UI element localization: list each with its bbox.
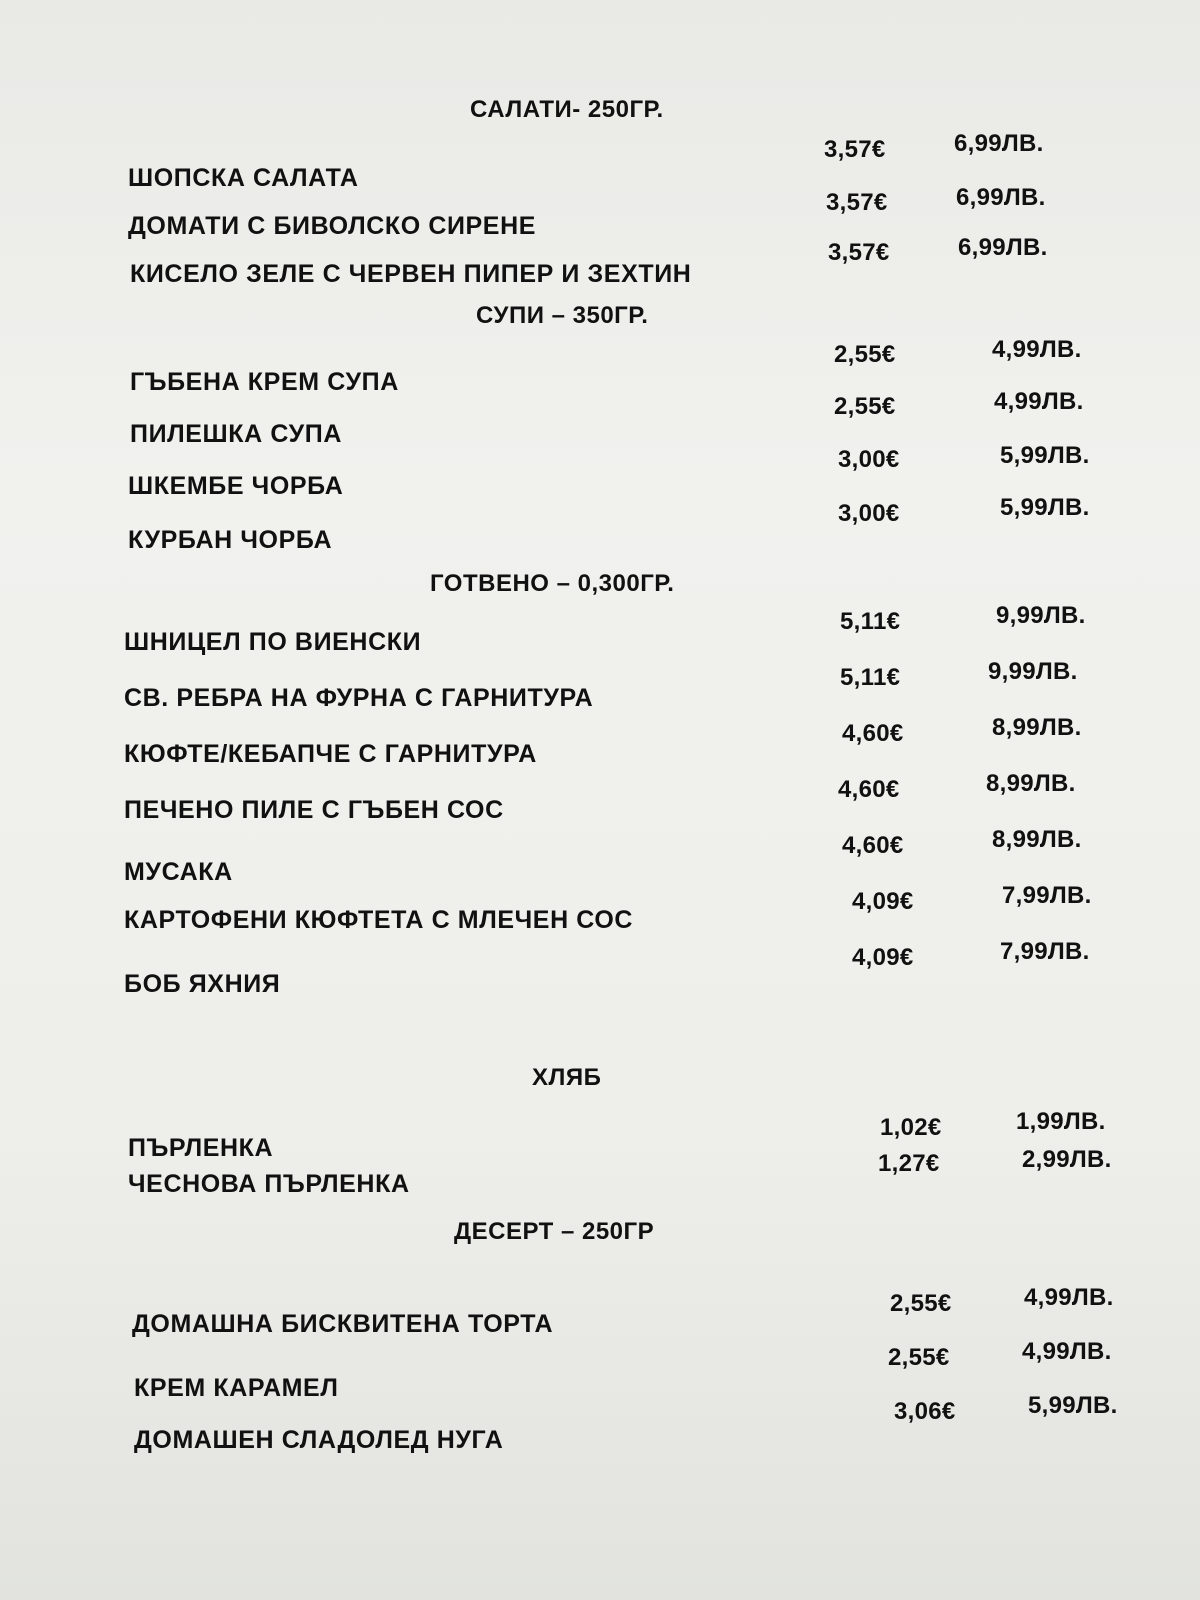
menu-item-name: ШКЕМБЕ ЧОРБА: [128, 472, 344, 500]
price-eur: 4,09€: [852, 944, 914, 971]
price-eur: 2,55€: [888, 1344, 950, 1371]
menu-item-name: МУСАКА: [124, 858, 233, 886]
price-eur: 4,60€: [842, 832, 904, 859]
menu-item-name: БОБ ЯХНИЯ: [124, 970, 281, 998]
price-eur: 3,00€: [838, 500, 900, 527]
price-lv: 6,99ЛВ.: [958, 234, 1048, 261]
menu-item-name: ДОМАШЕН СЛАДОЛЕД НУГА: [134, 1426, 504, 1454]
price-eur: 3,57€: [826, 189, 888, 216]
menu-item-name: ГЪБЕНА КРЕМ СУПА: [130, 368, 399, 396]
section-heading-bread: ХЛЯБ: [532, 1064, 602, 1091]
price-lv: 7,99ЛВ.: [1002, 882, 1092, 909]
menu-item-name: ДОМАШНА БИСКВИТЕНА ТОРТА: [132, 1310, 554, 1338]
price-lv: 6,99ЛВ.: [956, 184, 1046, 211]
price-eur: 5,11€: [840, 664, 901, 691]
menu-item-name: ДОМАТИ С БИВОЛСКО СИРЕНЕ: [128, 212, 537, 240]
menu-item-name: КУРБАН ЧОРБА: [128, 526, 333, 554]
price-eur: 4,60€: [838, 776, 900, 803]
price-eur: 3,57€: [824, 136, 886, 163]
menu-item-name: КРЕМ КАРАМЕЛ: [134, 1374, 339, 1402]
price-eur: 1,02€: [880, 1114, 942, 1141]
menu-item-name: КЮФТЕ/КЕБАПЧЕ С ГАРНИТУРА: [124, 740, 537, 768]
menu-item-name: ПИЛЕШКА СУПА: [130, 420, 343, 448]
menu-item-name: ШОПСКА САЛАТА: [128, 164, 359, 192]
menu-item-name: СВ. РЕБРА НА ФУРНА С ГАРНИТУРА: [124, 684, 594, 712]
price-eur: 3,00€: [838, 446, 900, 473]
price-lv: 4,99ЛВ.: [994, 388, 1084, 415]
section-heading-soups: СУПИ – 350ГР.: [476, 302, 649, 329]
price-eur: 5,11€: [840, 608, 901, 635]
menu-item-name: КИСЕЛО ЗЕЛЕ С ЧЕРВЕН ПИПЕР И ЗЕХТИН: [130, 260, 692, 288]
price-eur: 2,55€: [834, 393, 896, 420]
price-lv: 7,99ЛВ.: [1000, 938, 1090, 965]
price-lv: 9,99ЛВ.: [988, 658, 1078, 685]
section-heading-dessert: ДЕСЕРТ – 250ГР: [454, 1218, 655, 1245]
price-lv: 4,99ЛВ.: [992, 336, 1082, 363]
price-eur: 2,55€: [834, 341, 896, 368]
price-eur: 1,27€: [878, 1150, 940, 1177]
menu-item-name: ШНИЦЕЛ ПО ВИЕНСКИ: [124, 628, 422, 656]
menu-item-name: КАРТОФЕНИ КЮФТЕТА С МЛЕЧЕН СОС: [124, 906, 634, 934]
section-heading-salads: САЛАТИ- 250ГР.: [470, 96, 664, 123]
menu-item-name: ПЕЧЕНО ПИЛЕ С ГЪБЕН СОС: [124, 796, 504, 824]
price-lv: 8,99ЛВ.: [992, 714, 1082, 741]
price-lv: 9,99ЛВ.: [996, 602, 1086, 629]
menu-item-name: ЧЕСНОВА ПЪРЛЕНКА: [128, 1170, 410, 1198]
price-lv: 4,99ЛВ.: [1022, 1338, 1112, 1365]
price-lv: 5,99ЛВ.: [1028, 1392, 1118, 1419]
price-eur: 4,60€: [842, 720, 904, 747]
price-lv: 5,99ЛВ.: [1000, 442, 1090, 469]
price-lv: 4,99ЛВ.: [1024, 1284, 1114, 1311]
price-lv: 8,99ЛВ.: [986, 770, 1076, 797]
price-eur: 3,57€: [828, 239, 890, 266]
price-lv: 8,99ЛВ.: [992, 826, 1082, 853]
price-lv: 1,99ЛВ.: [1016, 1108, 1106, 1135]
price-lv: 6,99ЛВ.: [954, 130, 1044, 157]
menu-item-name: ПЪРЛЕНКА: [128, 1134, 274, 1162]
price-lv: 2,99ЛВ.: [1022, 1146, 1112, 1173]
price-eur: 2,55€: [890, 1290, 952, 1317]
price-eur: 3,06€: [894, 1398, 956, 1425]
price-eur: 4,09€: [852, 888, 914, 915]
section-heading-cooked: ГОТВЕНО – 0,300ГР.: [430, 570, 675, 597]
price-lv: 5,99ЛВ.: [1000, 494, 1090, 521]
